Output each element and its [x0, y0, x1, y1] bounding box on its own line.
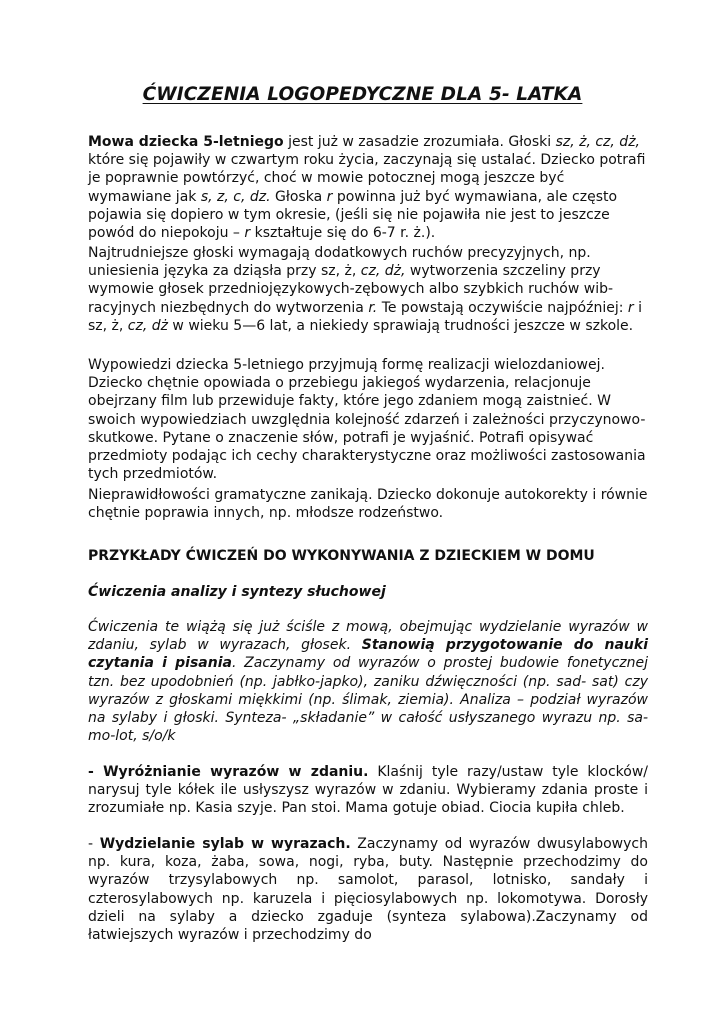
lead-text: Mowa dziecka 5-letniego	[88, 134, 284, 150]
subheading-analysis-synthesis: Ćwiczenia analizy i syntezy słuchowej	[88, 584, 386, 600]
exercise-title-syllables: Wydzielanie sylab w wyrazach.	[99, 836, 351, 852]
emphasis-reading-prep: Stanowią przygotowanie do nauki czytania i pisania	[88, 637, 649, 672]
paragraph-syllables: - Wydzielanie sylab w wyrazach. Zaczynamy od wyrazów dwusylabowych np. kura, koza, żaba, sowa, nogi, ryba, buty. Następnie przechodzimy do wyrazów trzysylabowych np. samolot, parasol, lotnisko, sandały i czterosylabowych np. karuzela i pięciosylabowych np. lokomotywa. Dorosły dzieli na sylaby a dziecko zgaduje (synteza sylabowa).Zaczynamy od łatwiejszych wyrazów i przechodzimy do	[88, 836, 648, 944]
paragraph-speech-5yo: Mowa dziecka 5-letniego jest już w zasadzie zrozumiała. Głoski sz, ż, cz, dż, które się pojawiły w czwartym roku życia, zaczynają się ustalać. Dziecko potrafi je poprawnie powtórzyć, choć w mowie potocznej mogą jeszcze być wymawiane jak s, z, c, dz. Głoska r powinna już być wymawiana, ale często pojawia się dopiero w tym okresie, (jeśli się nie pojawiła nie jest to jeszcze powód do niepokoju – r kształtuje się do 6-7 r. ż.).	[88, 134, 646, 242]
page-title: ĆWICZENIA LOGOPEDYCZNE DLA 5- LATKA	[142, 84, 583, 105]
paragraph-exercises-intro: Ćwiczenia te wiążą się już ściśle z mową, obejmując wydzielanie wyrazów w zdaniu, sylab w wyrazach, głosek. Stanowią przygotowanie do nauki czytania i pisania. Zaczynamy od wyrazów o prostej budowie fonetycznej tzn. bez upodobnień (np. jabłko-japko), zaniku dźwięczności (np. sad- sat) czy wyrazów z głoskami miękkimi (np. ślimak, ziemia). Analiza – podział wyrazów na sylaby i głoski. Synteza- „składanie” w całość usłyszanego wyrazu np. sa-mo-lot, s/o/k	[88, 619, 649, 745]
section-heading: PRZYKŁADY ĆWICZEŃ DO WYKONYWANIA Z DZIECKIEM W DOMU	[88, 548, 595, 564]
paragraph-utterances: Wypowiedzi dziecka 5-letniego przyjmują formę realizacji wielozdaniowej. Dziecko chętnie opowiada o przebiegu jakiegoś wydarzenia, relacjonuje obejrzany film lub przewiduje fakty, które jego zdaniem mogą zaistnieć. W swoich wypowiedziach uwzględnia kolejność zdarzeń i zależności przyczynowo-skutkowe. Pytane o znaczenie słów, potrafi je wyjaśnić. Potrafi opisywać przedmioty podając ich cechy charakterystyczne oraz możliwości zastosowania tych przedmiotów.	[88, 357, 646, 483]
paragraph-difficult-sounds: Najtrudniejsze głoski wymagają dodatkowych ruchów precyzyjnych, np. uniesienia języka za dziąsła przy sz, ż, cz, dż, wytworzenia szczeliny przy wymowie głosek przedniojęzykowych-zębowych albo szybkich ruchów wib-racyjnych niezbędnych do wytworzenia r. Te powstają oczywiście najpóźniej: r i sz, ż, cz, dż w wieku 5—6 lat, a niekiedy sprawiają trudności jeszcze w szkole.	[88, 245, 642, 334]
paragraph-grammar: Nieprawidłowości gramatyczne zanikają. Dziecko dokonuje autokorekty i równie chętnie poprawia innych, np. młodsze rodzeństwo.	[88, 487, 648, 522]
paragraph-words-in-sentence: - Wyróżnianie wyrazów w zdaniu. Klaśnij tyle razy/ustaw tyle klocków/ narysuj tyle kółek ile usłyszysz wyrazów w zdaniu. Wybieramy zdania proste i zrozumiałe np. Kasia szyje. Pan stoi. Mama gotuje obiad. Ciocia kupiła chleb.	[88, 764, 649, 817]
exercise-title-words: - Wyróżnianie wyrazów w zdaniu.	[88, 764, 369, 780]
